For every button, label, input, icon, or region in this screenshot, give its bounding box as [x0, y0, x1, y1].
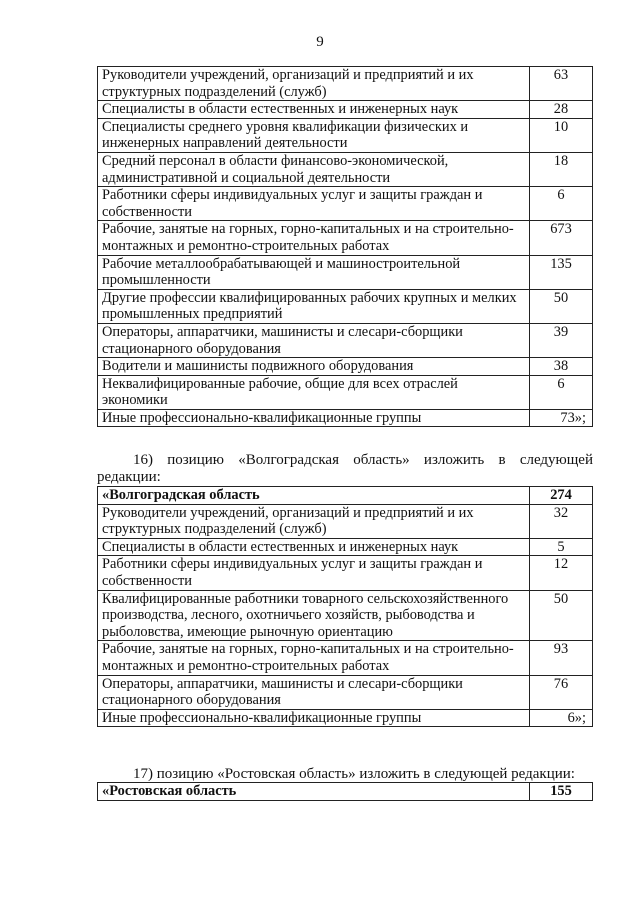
quota-cell: 10	[530, 118, 593, 152]
table-row	[98, 709, 593, 727]
quota-cell: 93	[530, 641, 593, 675]
profession-cell: Иные профессионально-квалификационные группы	[98, 409, 530, 427]
quota-cell: 50	[530, 590, 593, 641]
table-row	[98, 101, 593, 119]
profession-cell: Операторы, аппаратчики, машинисты и слесари-сборщики стационарного оборудования	[98, 323, 530, 357]
rostov-quota-table	[97, 782, 593, 801]
profession-cell: Операторы, аппаратчики, машинисты и слесари-сборщики стационарного оборудования	[98, 675, 530, 709]
profession-cell: Работники сферы индивидуальных услуг и защиты граждан и собственности	[98, 187, 530, 221]
table-row	[98, 67, 593, 101]
quota-cell: 73»;	[530, 409, 593, 427]
quota-cell: 6	[530, 375, 593, 409]
quota-cell: 50	[530, 289, 593, 323]
profession-cell: Руководители учреждений, организаций и предприятий и их структурных подразделений (служб)	[98, 504, 530, 538]
table-row	[98, 375, 593, 409]
quota-cell: 18	[530, 152, 593, 186]
region-total-cell: 155	[530, 783, 593, 801]
table-row	[98, 590, 593, 641]
table-row	[98, 504, 593, 538]
profession-cell: Руководители учреждений, организаций и предприятий и их структурных подразделений (служб)	[98, 67, 530, 101]
quota-cell: 135	[530, 255, 593, 289]
volgograd-quota-table	[97, 486, 593, 727]
table-row	[98, 358, 593, 376]
profession-cell: Другие профессии квалифицированных рабочих крупных и мелких промышленных предприятий	[98, 289, 530, 323]
quota-cell: 32	[530, 504, 593, 538]
profession-cell: Квалифицированные работники товарного сельскохозяйственного производства, лесного, охотничьего хозяйств, рыбоводства и рыболовства, имеющие рыночную ориентацию	[98, 590, 530, 641]
region-total-cell: 274	[530, 487, 593, 505]
profession-cell: Рабочие, занятые на горных, горно-капитальных и на строительно-монтажных и ремонтно-строительных работах	[98, 221, 530, 255]
table-row	[98, 556, 593, 590]
table-row	[98, 118, 593, 152]
table-row	[98, 289, 593, 323]
quota-cell: 63	[530, 67, 593, 101]
table-row	[98, 221, 593, 255]
table-row	[98, 641, 593, 675]
table-row	[98, 675, 593, 709]
profession-cell: Специалисты в области естественных и инженерных наук	[98, 538, 530, 556]
table-row	[98, 538, 593, 556]
table-row	[98, 323, 593, 357]
region-header-row	[98, 783, 593, 801]
quota-cell: 12	[530, 556, 593, 590]
profession-cell: Рабочие металлообрабатывающей и машиностроительной промышленности	[98, 255, 530, 289]
region-name-cell: «Волгоградская область	[98, 487, 530, 505]
table-row	[98, 409, 593, 427]
paragraph-16-line1: 16) позицию «Волгоградская область» изложить в следующей	[133, 452, 593, 468]
quota-cell: 6»;	[530, 709, 593, 727]
page-number: 9	[316, 34, 324, 50]
paragraph-16-line2: редакции:	[97, 469, 161, 485]
table-row	[98, 187, 593, 221]
profession-cell: Водители и машинисты подвижного оборудования	[98, 358, 530, 376]
region-name-cell: «Ростовская область	[98, 783, 530, 801]
profession-cell: Иные профессионально-квалификационные группы	[98, 709, 530, 727]
profession-cell: Специалисты в области естественных и инженерных наук	[98, 101, 530, 119]
quota-cell: 6	[530, 187, 593, 221]
quota-cell: 28	[530, 101, 593, 119]
region-header-row	[98, 487, 593, 505]
table-row	[98, 255, 593, 289]
quota-cell: 5	[530, 538, 593, 556]
profession-cell: Рабочие, занятые на горных, горно-капитальных и на строительно-монтажных и ремонтно-строительных работах	[98, 641, 530, 675]
profession-cell: Работники сферы индивидуальных услуг и защиты граждан и собственности	[98, 556, 530, 590]
table-row	[98, 152, 593, 186]
quota-table-continued	[97, 66, 593, 427]
quota-cell: 38	[530, 358, 593, 376]
quota-cell: 39	[530, 323, 593, 357]
profession-cell: Неквалифицированные рабочие, общие для всех отраслей экономики	[98, 375, 530, 409]
paragraph-17: 17) позицию «Ростовская область» изложить в следующей редакции:	[133, 766, 575, 782]
profession-cell: Специалисты среднего уровня квалификации физических и инженерных направлений деятельности	[98, 118, 530, 152]
quota-cell: 76	[530, 675, 593, 709]
profession-cell: Средний персонал в области финансово-экономической, административной и социальной деятельности	[98, 152, 530, 186]
quota-cell: 673	[530, 221, 593, 255]
